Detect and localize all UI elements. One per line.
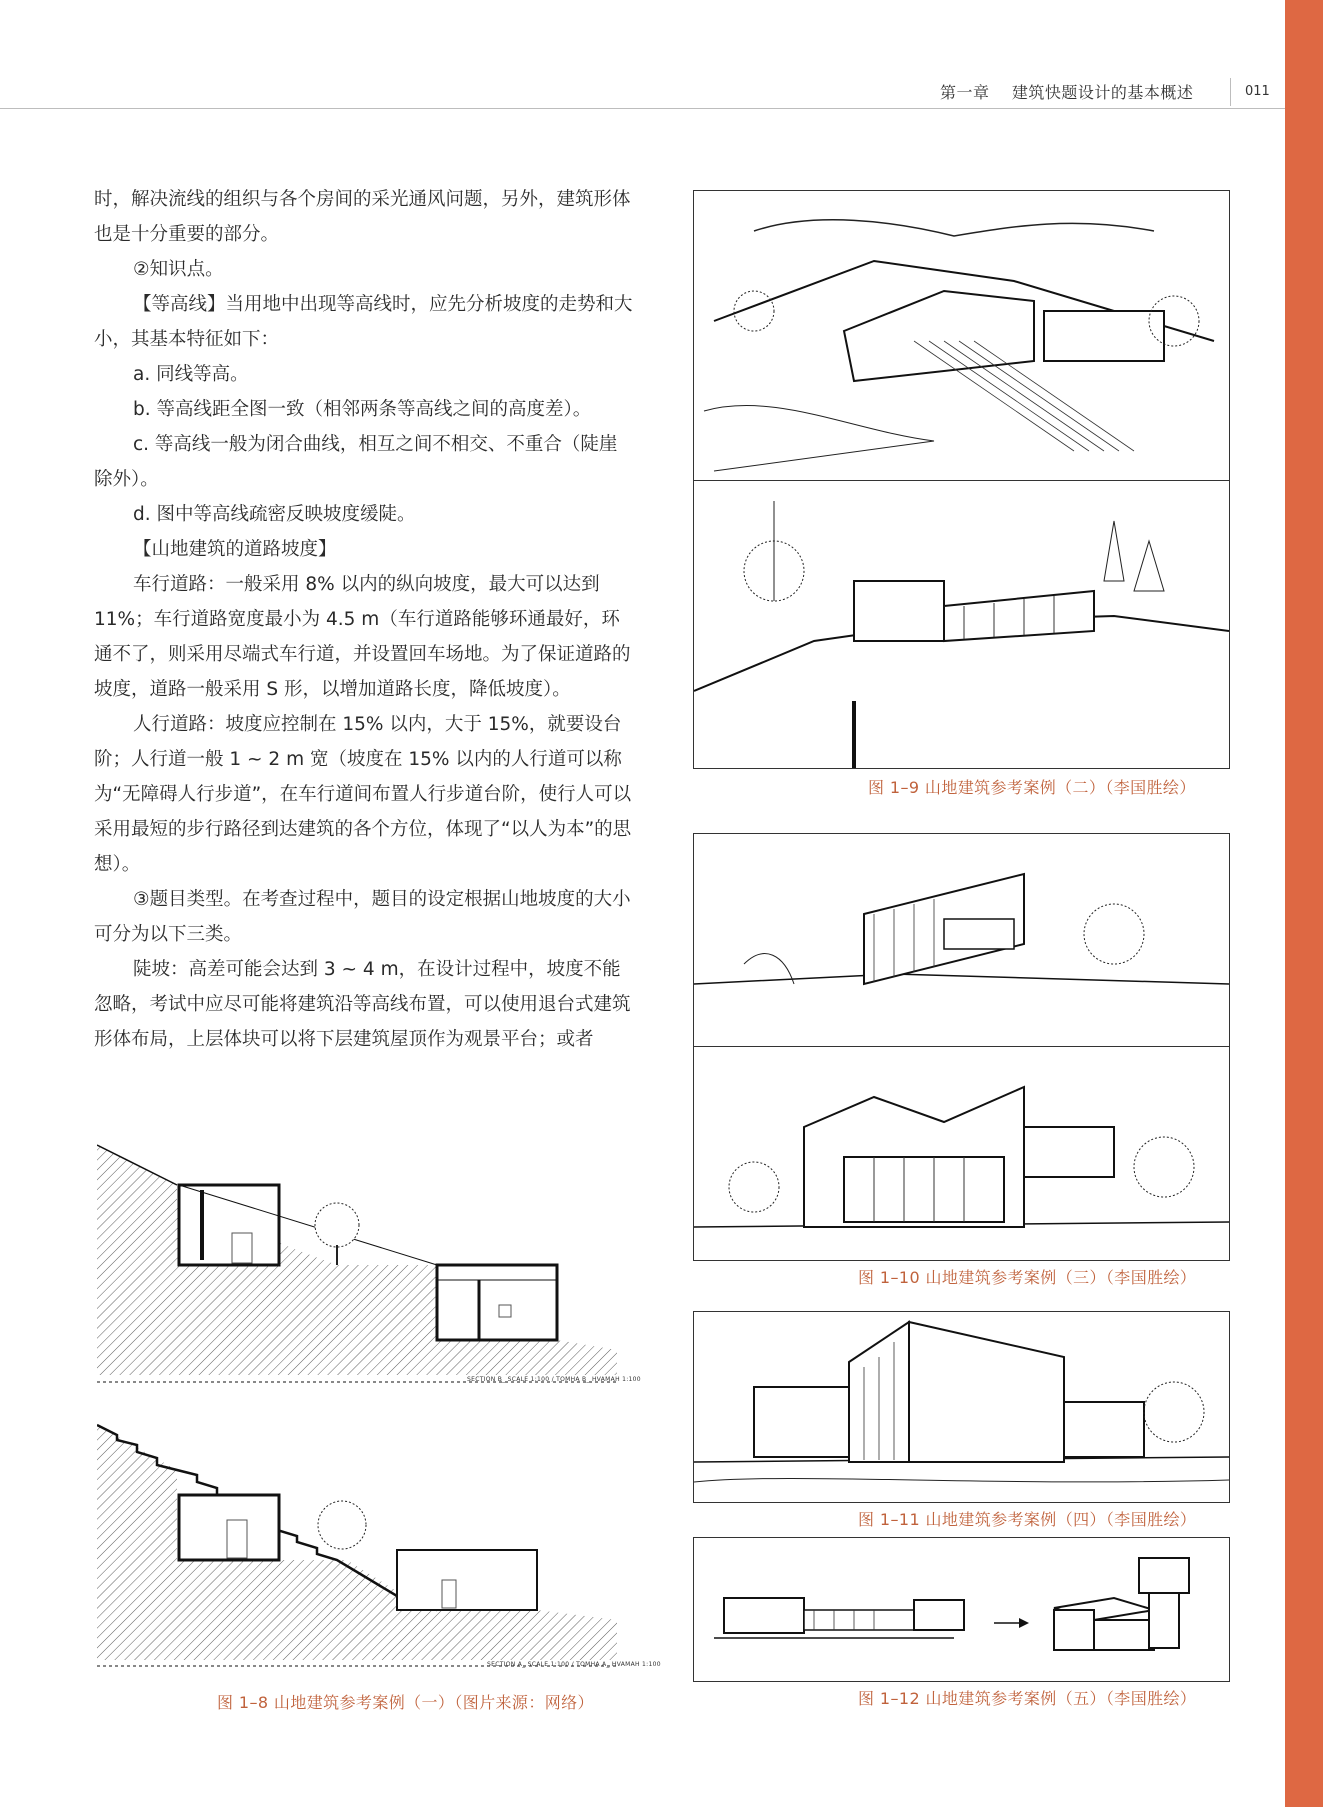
header-chapter-title: 建筑快题设计的基本概述 — [1011, 83, 1194, 102]
paragraph: b. 等高线距全图一致（相邻两条等高线之间的高度差）。 — [133, 399, 592, 420]
sketch-1-9-top — [693, 190, 1230, 482]
header-rule — [0, 108, 1285, 109]
section-label-top: SECTION B_ SCALE 1:100 / TOMHA B_ HVAMAH 1:100 — [467, 1376, 641, 1383]
paragraph: c. 等高线一般为闭合曲线，相互之间不相交、不重合（陡崖除外）。 — [94, 434, 618, 490]
paragraph: 人行道路：坡度应控制在 15% 以内，大于 15%，就要设台阶；人行道一般 1 ~ 2 m 宽（坡度在 15% 以内的人行道可以称为“无障碍人行步道”，在车行道间布置人行步道台阶，使行人可以采用最短的步行路径到达建筑的各个方位，体现了“以人为本”的思想）。 — [94, 714, 632, 875]
figure-caption-1-12: 图 1–12 山地建筑参考案例（五）（李国胜绘） — [858, 1689, 1197, 1708]
paragraph: ③题目类型。在考查过程中，题目的设定根据山地坡度的大小可分为以下三类。 — [94, 889, 631, 945]
paragraph: 车行道路：一般采用 8% 以内的纵向坡度，最大可以达到 11%；车行道路宽度最小为 4.5 m（车行道路能够环通最好，环通不了，则采用尽端式车行道，并设置回车场地。为了保证道路的坡度，道路一般采用 S 形，以增加道路长度，降低坡度）。 — [94, 574, 631, 700]
paragraph: a. 同线等高。 — [133, 364, 249, 385]
header-separator — [1230, 78, 1231, 106]
paragraph: 【山地建筑的道路坡度】 — [133, 539, 337, 560]
chapter-side-bar — [1285, 0, 1323, 1807]
figure-caption-1-9: 图 1–9 山地建筑参考案例（二）（李国胜绘） — [868, 778, 1196, 797]
paragraph: 时，解决流线的组织与各个房间的采光通风问题，另外，建筑形体也是十分重要的部分。 — [94, 189, 631, 245]
sketch-1-11 — [693, 1311, 1230, 1503]
sketch-1-10-bottom — [693, 1046, 1230, 1261]
sketch-1-10-top — [693, 833, 1230, 1048]
figure-caption-1-10: 图 1–10 山地建筑参考案例（三）（李国胜绘） — [858, 1268, 1197, 1287]
page-number: 011 — [1245, 84, 1270, 99]
section-drawing-top — [97, 1140, 641, 1390]
paragraph: 陡坡：高差可能会达到 3 ~ 4 m，在设计过程中，坡度不能忽略，考试中应尽可能将建筑沿等高线布置，可以使用退台式建筑形体布局，上层体块可以将下层建筑屋顶作为观景平台；或者 — [94, 959, 631, 1050]
sketch-1-12 — [693, 1537, 1230, 1682]
section-drawing-bottom — [97, 1420, 661, 1675]
figure-caption-1-11: 图 1–11 山地建筑参考案例（四）（李国胜绘） — [858, 1510, 1197, 1529]
paragraph: d. 图中等高线疏密反映坡度缓陡。 — [133, 504, 416, 525]
paragraph: ②知识点。 — [133, 259, 224, 280]
figure-caption-1-8: 图 1–8 山地建筑参考案例（一）（图片来源：网络） — [217, 1693, 594, 1712]
sketch-1-9-bottom — [693, 480, 1230, 769]
header-chapter: 第一章 — [940, 83, 990, 102]
running-header — [940, 80, 1193, 103]
body-text — [94, 182, 634, 1057]
section-label-bottom: SECTION A_ SCALE 1:100 / TOMHA A_ HVAMAH 1:100 — [487, 1661, 661, 1668]
paragraph: 【等高线】当用地中出现等高线时，应先分析坡度的走势和大小，其基本特征如下： — [94, 294, 633, 350]
